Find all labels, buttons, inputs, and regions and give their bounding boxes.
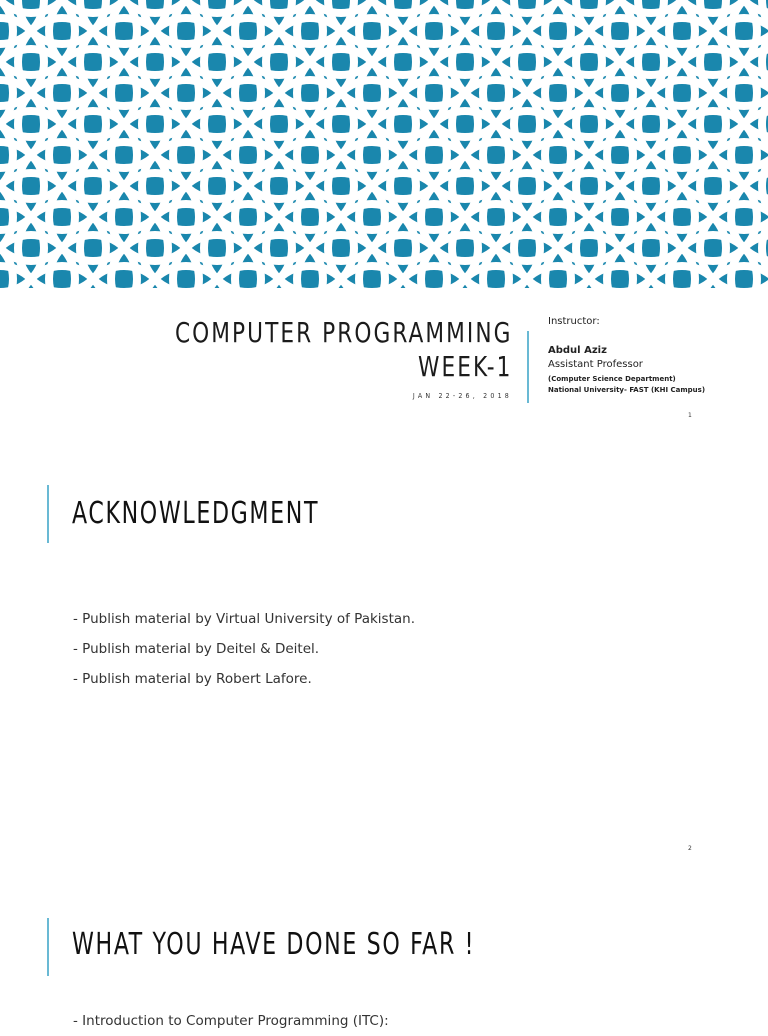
presentation-title: COMPUTER PROGRAMMING (174, 316, 512, 349)
presentation-subtitle: WEEK-1 (417, 350, 512, 383)
instructor-university: National University- FAST (KHI Campus) (548, 386, 706, 394)
instructor-role: Assistant Professor (548, 359, 643, 370)
instructor-department: (Computer Science Department) (548, 375, 676, 383)
list-item: - Publish material by Robert Lafore. (73, 671, 312, 687)
slide-heading: WHAT YOU HAVE DONE SO FAR ! (72, 927, 476, 962)
heading-accent-bar (47, 485, 49, 543)
instructor-label: Instructor: (548, 316, 600, 327)
list-item: - Publish material by Virtual University of Pakistan. (73, 611, 415, 627)
page-number: 2 (688, 845, 692, 852)
title-divider (527, 331, 529, 403)
bullet-list (73, 604, 415, 694)
page-number: 1 (688, 412, 692, 419)
list-item: - Introduction to Computer Programming (ITC): (73, 1013, 389, 1029)
instructor-name: Abdul Aziz (548, 345, 607, 356)
bullet-list (73, 1006, 389, 1036)
list-item: - Publish material by Deitel & Deitel. (73, 641, 320, 657)
instructor-info (548, 316, 705, 396)
presentation-date: JAN 22-26, 2018 (412, 392, 512, 400)
slide-heading: ACKNOWLEDGMENT (72, 496, 320, 531)
presentation-title-block (120, 316, 512, 400)
decorative-pattern-banner (0, 0, 768, 288)
heading-accent-bar (47, 918, 49, 976)
